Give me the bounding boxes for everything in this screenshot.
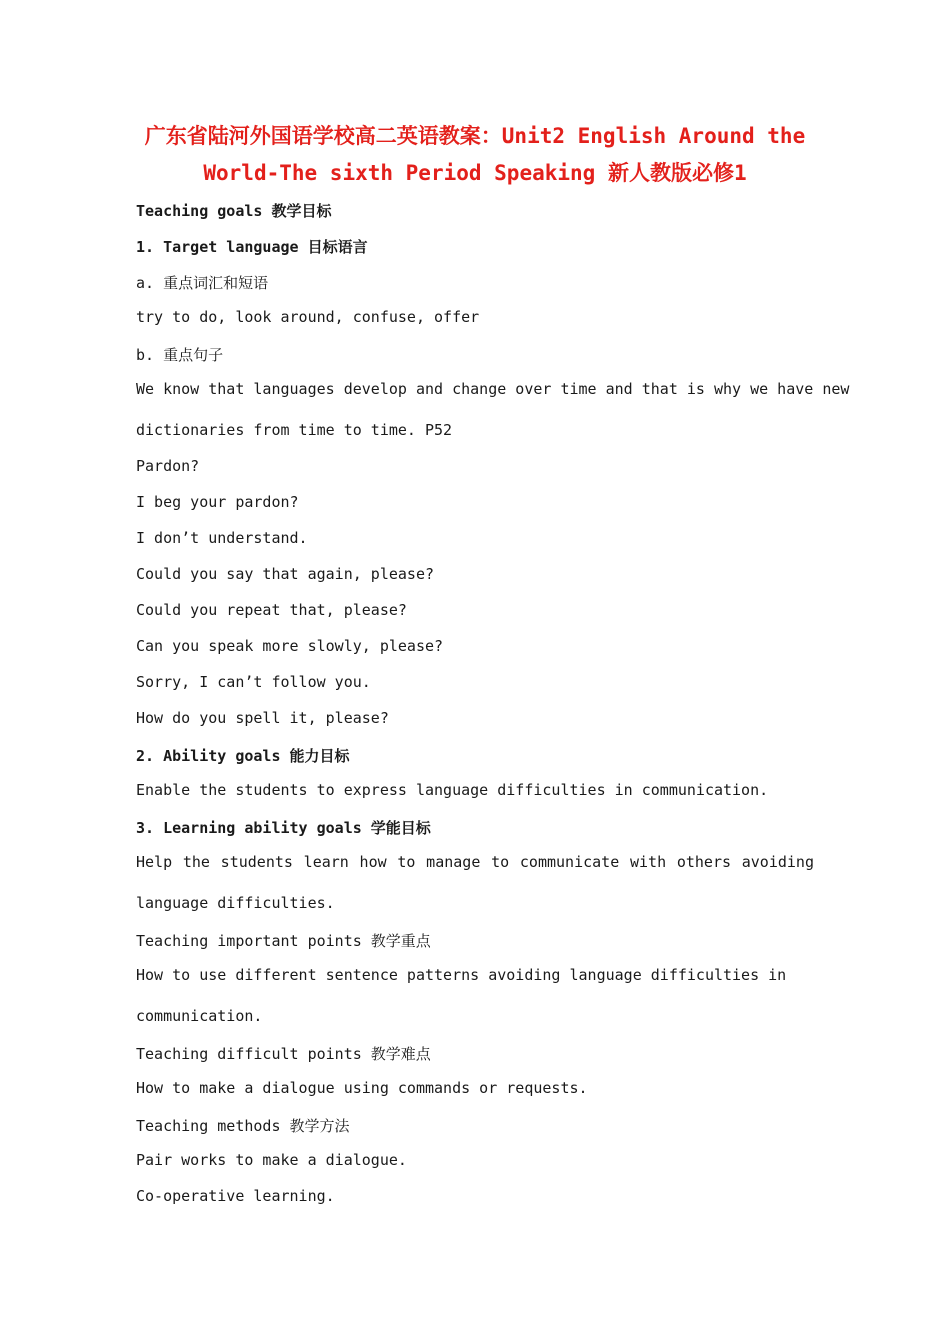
- vocabulary-list: try to do, look around, confuse, offer: [136, 308, 480, 326]
- important-points-line-1: How to use different sentence patterns avoiding language difficulties in: [136, 966, 787, 984]
- heading-teaching-methods: Teaching methods 教学方法: [136, 1117, 350, 1135]
- ability-goals-text: Enable the students to express language difficulties in communication.: [136, 781, 769, 799]
- heading-learning-ability-goals: 3. Learning ability goals 学能目标: [136, 819, 431, 837]
- heading-ability-goals: 2. Ability goals 能力目标: [136, 747, 350, 765]
- title-line-1: 广东省陆河外国语学校高二英语教案：Unit2 English Around the: [144, 124, 806, 148]
- phrase-cant-follow: Sorry, I can’t follow you.: [136, 673, 371, 691]
- subheading-key-sentences: b. 重点句子: [136, 346, 224, 364]
- phrase-say-again: Could you say that again, please?: [136, 565, 435, 583]
- key-sentence-line-2: dictionaries from time to time. P52: [136, 421, 453, 439]
- phrase-speak-slowly: Can you speak more slowly, please?: [136, 637, 444, 655]
- heading-important-points: Teaching important points 教学重点: [136, 932, 431, 950]
- learning-ability-line-1: Help the students learn how to manage to communicate with others avoiding: [136, 853, 814, 871]
- document-title: [120, 118, 830, 192]
- teaching-method-cooperative: Co-operative learning.: [136, 1187, 335, 1205]
- learning-ability-line-2: language difficulties.: [136, 894, 335, 912]
- phrase-dont-understand: I don’t understand.: [136, 529, 308, 547]
- subheading-vocabulary: a. 重点词汇和短语: [136, 274, 269, 292]
- heading-difficult-points: Teaching difficult points 教学难点: [136, 1045, 431, 1063]
- phrase-beg-pardon: I beg your pardon?: [136, 493, 299, 511]
- important-points-line-2: communication.: [136, 1007, 263, 1025]
- teaching-method-pair-work: Pair works to make a dialogue.: [136, 1151, 407, 1169]
- phrase-repeat: Could you repeat that, please?: [136, 601, 407, 619]
- title-line-2: World-The sixth Period Speaking 新人教版必修1: [203, 161, 747, 185]
- phrase-pardon: Pardon?: [136, 457, 200, 475]
- key-sentence-line-1: We know that languages develop and change over time and that is why we have new: [136, 380, 850, 398]
- heading-target-language: 1. Target language 目标语言: [136, 238, 368, 256]
- difficult-points-text: How to make a dialogue using commands or requests.: [136, 1079, 588, 1097]
- heading-teaching-goals: Teaching goals 教学目标: [136, 202, 332, 220]
- phrase-spell: How do you spell it, please?: [136, 709, 389, 727]
